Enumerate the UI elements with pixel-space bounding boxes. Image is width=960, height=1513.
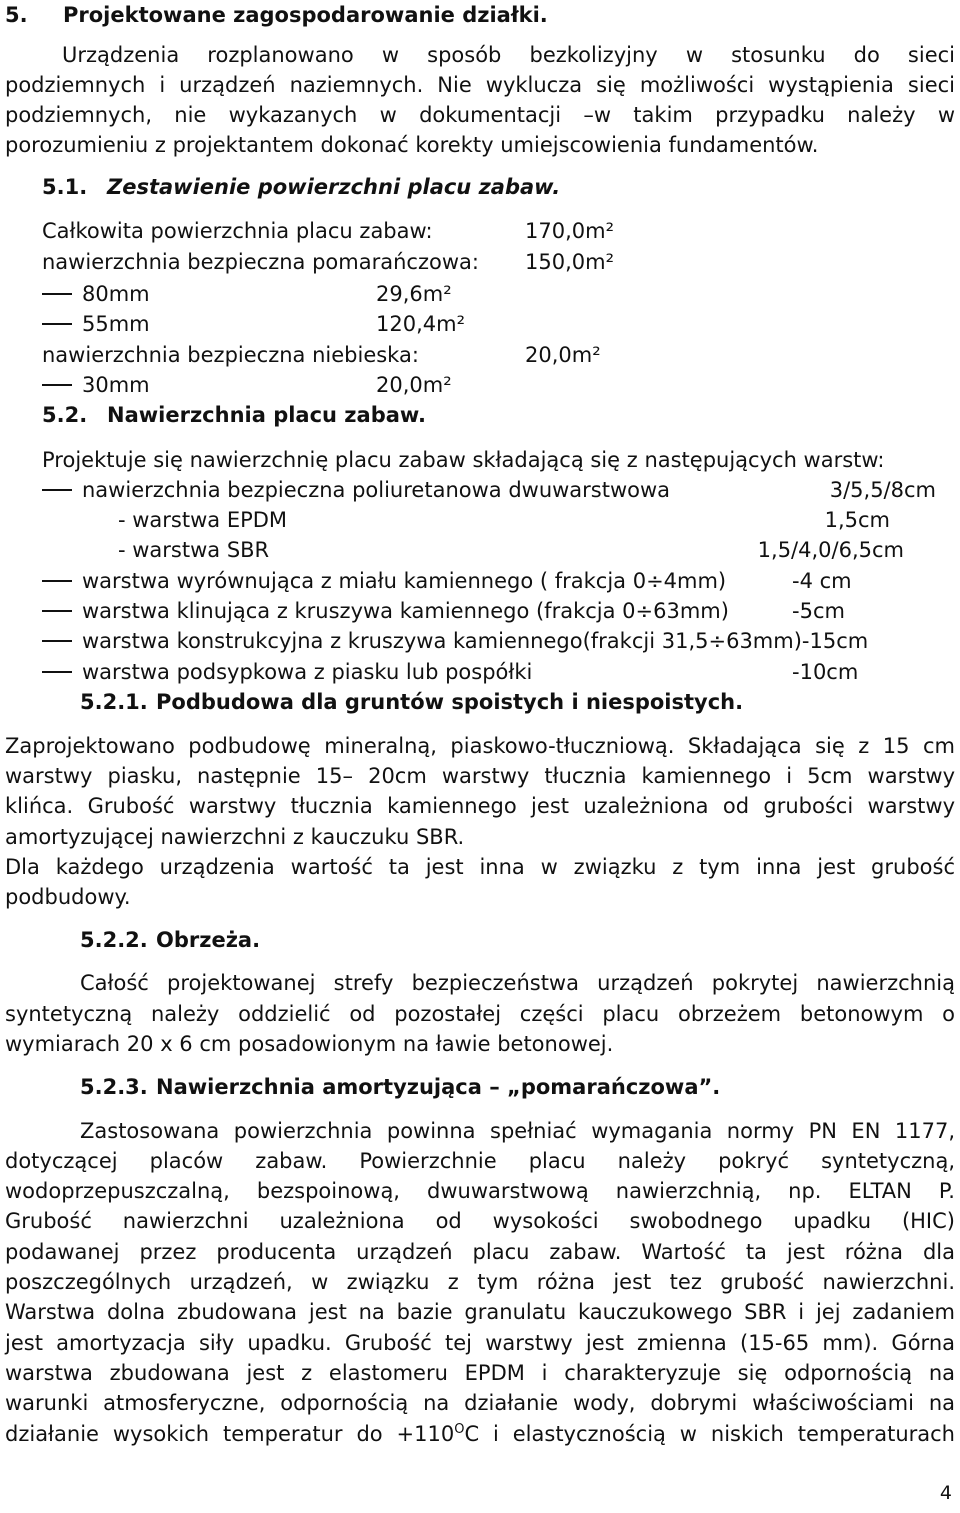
layer-item <box>42 626 868 656</box>
layer-sub-label: - warstwa SBR <box>118 538 270 562</box>
layer-label: warstwa konstrukcyjna z kruszywa kamiennego(frakcji 31,5÷63mm)-15cm <box>82 629 869 653</box>
dash-bullet-icon <box>42 610 72 612</box>
layer-value: 1,5/4,0/6,5cm <box>757 538 904 562</box>
paragraph-line: wymiarach 20 x 6 cm posadowionym na ławie betonowej. <box>5 1032 614 1056</box>
heading-5-2-3 <box>80 1072 721 1102</box>
heading-5-2-2-number: 5.2.2. <box>80 928 148 952</box>
heading-5 <box>5 0 548 30</box>
area-row-label: 30mm <box>82 373 150 397</box>
paragraph-line: klińca. Grubość warstwy tłucznia kamiennego jest uzależniona od grubości warstwy <box>5 794 955 818</box>
heading-5-2-1-title: Podbudowa dla gruntów spoistych i niespoistych. <box>156 690 744 714</box>
page-number: 4 <box>939 1482 952 1504</box>
dash-bullet-icon <box>42 671 72 673</box>
heading-5-2-2-title: Obrzeża. <box>156 928 261 952</box>
area-row-label: 80mm <box>82 282 150 306</box>
area-row-label: nawierzchnia bezpieczna pomarańczowa: <box>42 250 479 274</box>
area-subrow <box>42 279 150 309</box>
text-fragment: działanie wysokich temperatur do +110 <box>5 1422 455 1446</box>
heading-5-2 <box>42 400 426 430</box>
layer-sub-label: - warstwa EPDM <box>118 508 288 532</box>
layer-label: warstwa klinująca z kruszywa kamiennego (frakcja 0÷63mm) <box>82 599 729 623</box>
paragraph-line: Całość projektowanej strefy bezpieczeństwa urządzeń pokrytej nawierzchnią <box>80 971 955 995</box>
area-row-label: 55mm <box>82 312 150 336</box>
dash-bullet-icon <box>42 580 72 582</box>
paragraph-line: poszczególnych urządzeń, w związku z tym różna jest tez grubość nawierzchni. <box>5 1270 955 1294</box>
heading-5-2-1 <box>80 687 744 717</box>
paragraph-line: warstwy piasku, następnie 15– 20cm warstwy tłucznia kamiennego i 5cm warstwy <box>5 764 955 788</box>
area-subrow <box>42 370 150 400</box>
area-row-value: 170,0m² <box>525 219 614 243</box>
area-row-label: Całkowita powierzchnia placu zabaw: <box>42 219 433 243</box>
paragraph-line: podbudowy. <box>5 885 131 909</box>
layer-item <box>42 596 729 626</box>
heading-5-2-number: 5.2. <box>42 403 88 427</box>
paragraph-line: syntetyczną należy oddzielić od pozostałej części placu obrzeżem betonowym o <box>5 1002 955 1026</box>
paragraph-line: warstwa zbudowana jest z elastomeru EPDM i charakteryzuje się odpornością na <box>5 1361 955 1385</box>
layer-label: nawierzchnia bezpieczna poliuretanowa dwuwarstwowa <box>82 478 671 502</box>
area-row-value: 20,0m² <box>525 343 601 367</box>
layer-item <box>42 657 532 687</box>
section-5-2-intro: Projektuje się nawierzchnię placu zabaw składającą się z następujących warstw: <box>42 448 885 472</box>
dash-bullet-icon <box>42 640 72 642</box>
paragraph-line: amortyzującej nawierzchni z kauczuku SBR. <box>5 825 465 849</box>
paragraph-line: wodoprzepuszczalną, bezspoinową, dwuwarstwową nawierzchnią, np. ELTAN P. <box>5 1179 955 1203</box>
paragraph-line: Zastosowana powierzchnia powinna spełniać wymagania normy PN EN 1177, <box>80 1119 955 1143</box>
area-row-value: 120,4m² <box>376 312 465 336</box>
layer-value: 1,5cm <box>824 508 890 532</box>
heading-5-2-3-title: Nawierzchnia amortyzująca – „pomarańczowa”. <box>156 1075 721 1099</box>
heading-5-1-title: Zestawienie powierzchni placu zabaw. <box>107 175 561 199</box>
paragraph-line: porozumieniu z projektantem dokonać korekty umiejscowienia fundamentów. <box>5 133 819 157</box>
layer-item <box>42 475 670 505</box>
paragraph-line-with-superscript <box>5 1419 955 1449</box>
superscript-degree: O <box>454 1422 465 1437</box>
heading-5-1-number: 5.1. <box>42 175 88 199</box>
heading-5-2-3-number: 5.2.3. <box>80 1075 148 1099</box>
paragraph-line: podziemnych, nie wykazanych w dokumentacji –w takim przypadku należy w <box>5 103 955 127</box>
paragraph-line: Urządzenia rozplanowano w sposób bezkolizyjny w stosunku do sieci <box>62 43 955 67</box>
layer-value: 3/5,5/8cm <box>829 478 936 502</box>
layer-value: -4 cm <box>792 569 852 593</box>
paragraph-line: podziemnych i urządzeń naziemnych. Nie wyklucza się możliwości wystąpienia sieci <box>5 73 955 97</box>
layer-label: warstwa podsypkowa z piasku lub pospółki <box>82 660 533 684</box>
paragraph-line: Grubość nawierzchni uzależniona od wysokości swobodnego upadku (HIC) <box>5 1209 955 1233</box>
paragraph-line: Zaprojektowano podbudowę mineralną, piaskowo-tłuczniową. Składająca się z 15 cm <box>5 734 955 758</box>
dash-bullet-icon <box>42 293 72 295</box>
area-row-label: nawierzchnia bezpieczna niebieska: <box>42 343 419 367</box>
area-row-value: 29,6m² <box>376 282 452 306</box>
area-subrow <box>42 309 150 339</box>
heading-5-2-1-number: 5.2.1. <box>80 690 148 714</box>
layer-value: -10cm <box>792 660 859 684</box>
area-row-value: 20,0m² <box>376 373 452 397</box>
paragraph-line: dotyczącej placów zabaw. Powierzchnie placu należy pokryć syntetyczną, <box>5 1149 955 1173</box>
dash-bullet-icon <box>42 489 72 491</box>
heading-5-2-2 <box>80 925 261 955</box>
paragraph-line: warunki atmosferyczne, odpornością na działanie wody, dobrymi właściwościami na <box>5 1391 955 1415</box>
dash-bullet-icon <box>42 384 72 386</box>
paragraph-line: podawanej przez producenta urządzeń placu zabaw. Wartość ta jest różna dla <box>5 1240 955 1264</box>
paragraph-line: Warstwa dolna zbudowana jest na bazie granulatu kauczukowego SBR i jej zadaniem <box>5 1300 955 1324</box>
layer-label: warstwa wyrównująca z miału kamiennego ( frakcja 0÷4mm) <box>82 569 727 593</box>
area-row-value: 150,0m² <box>525 250 614 274</box>
dash-bullet-icon <box>42 323 72 325</box>
layer-item <box>42 566 726 596</box>
paragraph-line: jest amortyzacja siły upadku. Grubość tej warstwy jest zmienna (15-65 mm). Górna <box>5 1331 955 1355</box>
heading-5-title: Projektowane zagospodarowanie działki. <box>63 3 548 27</box>
paragraph-line: Dla każdego urządzenia wartość ta jest inna w związku z tym inna jest grubość <box>5 855 955 879</box>
heading-5-number: 5. <box>5 3 28 27</box>
layer-value: -5cm <box>792 599 845 623</box>
heading-5-2-title: Nawierzchnia placu zabaw. <box>107 403 426 427</box>
heading-5-1 <box>42 172 561 202</box>
text-fragment: C i elastycznością w niskich temperaturach <box>464 1422 955 1446</box>
